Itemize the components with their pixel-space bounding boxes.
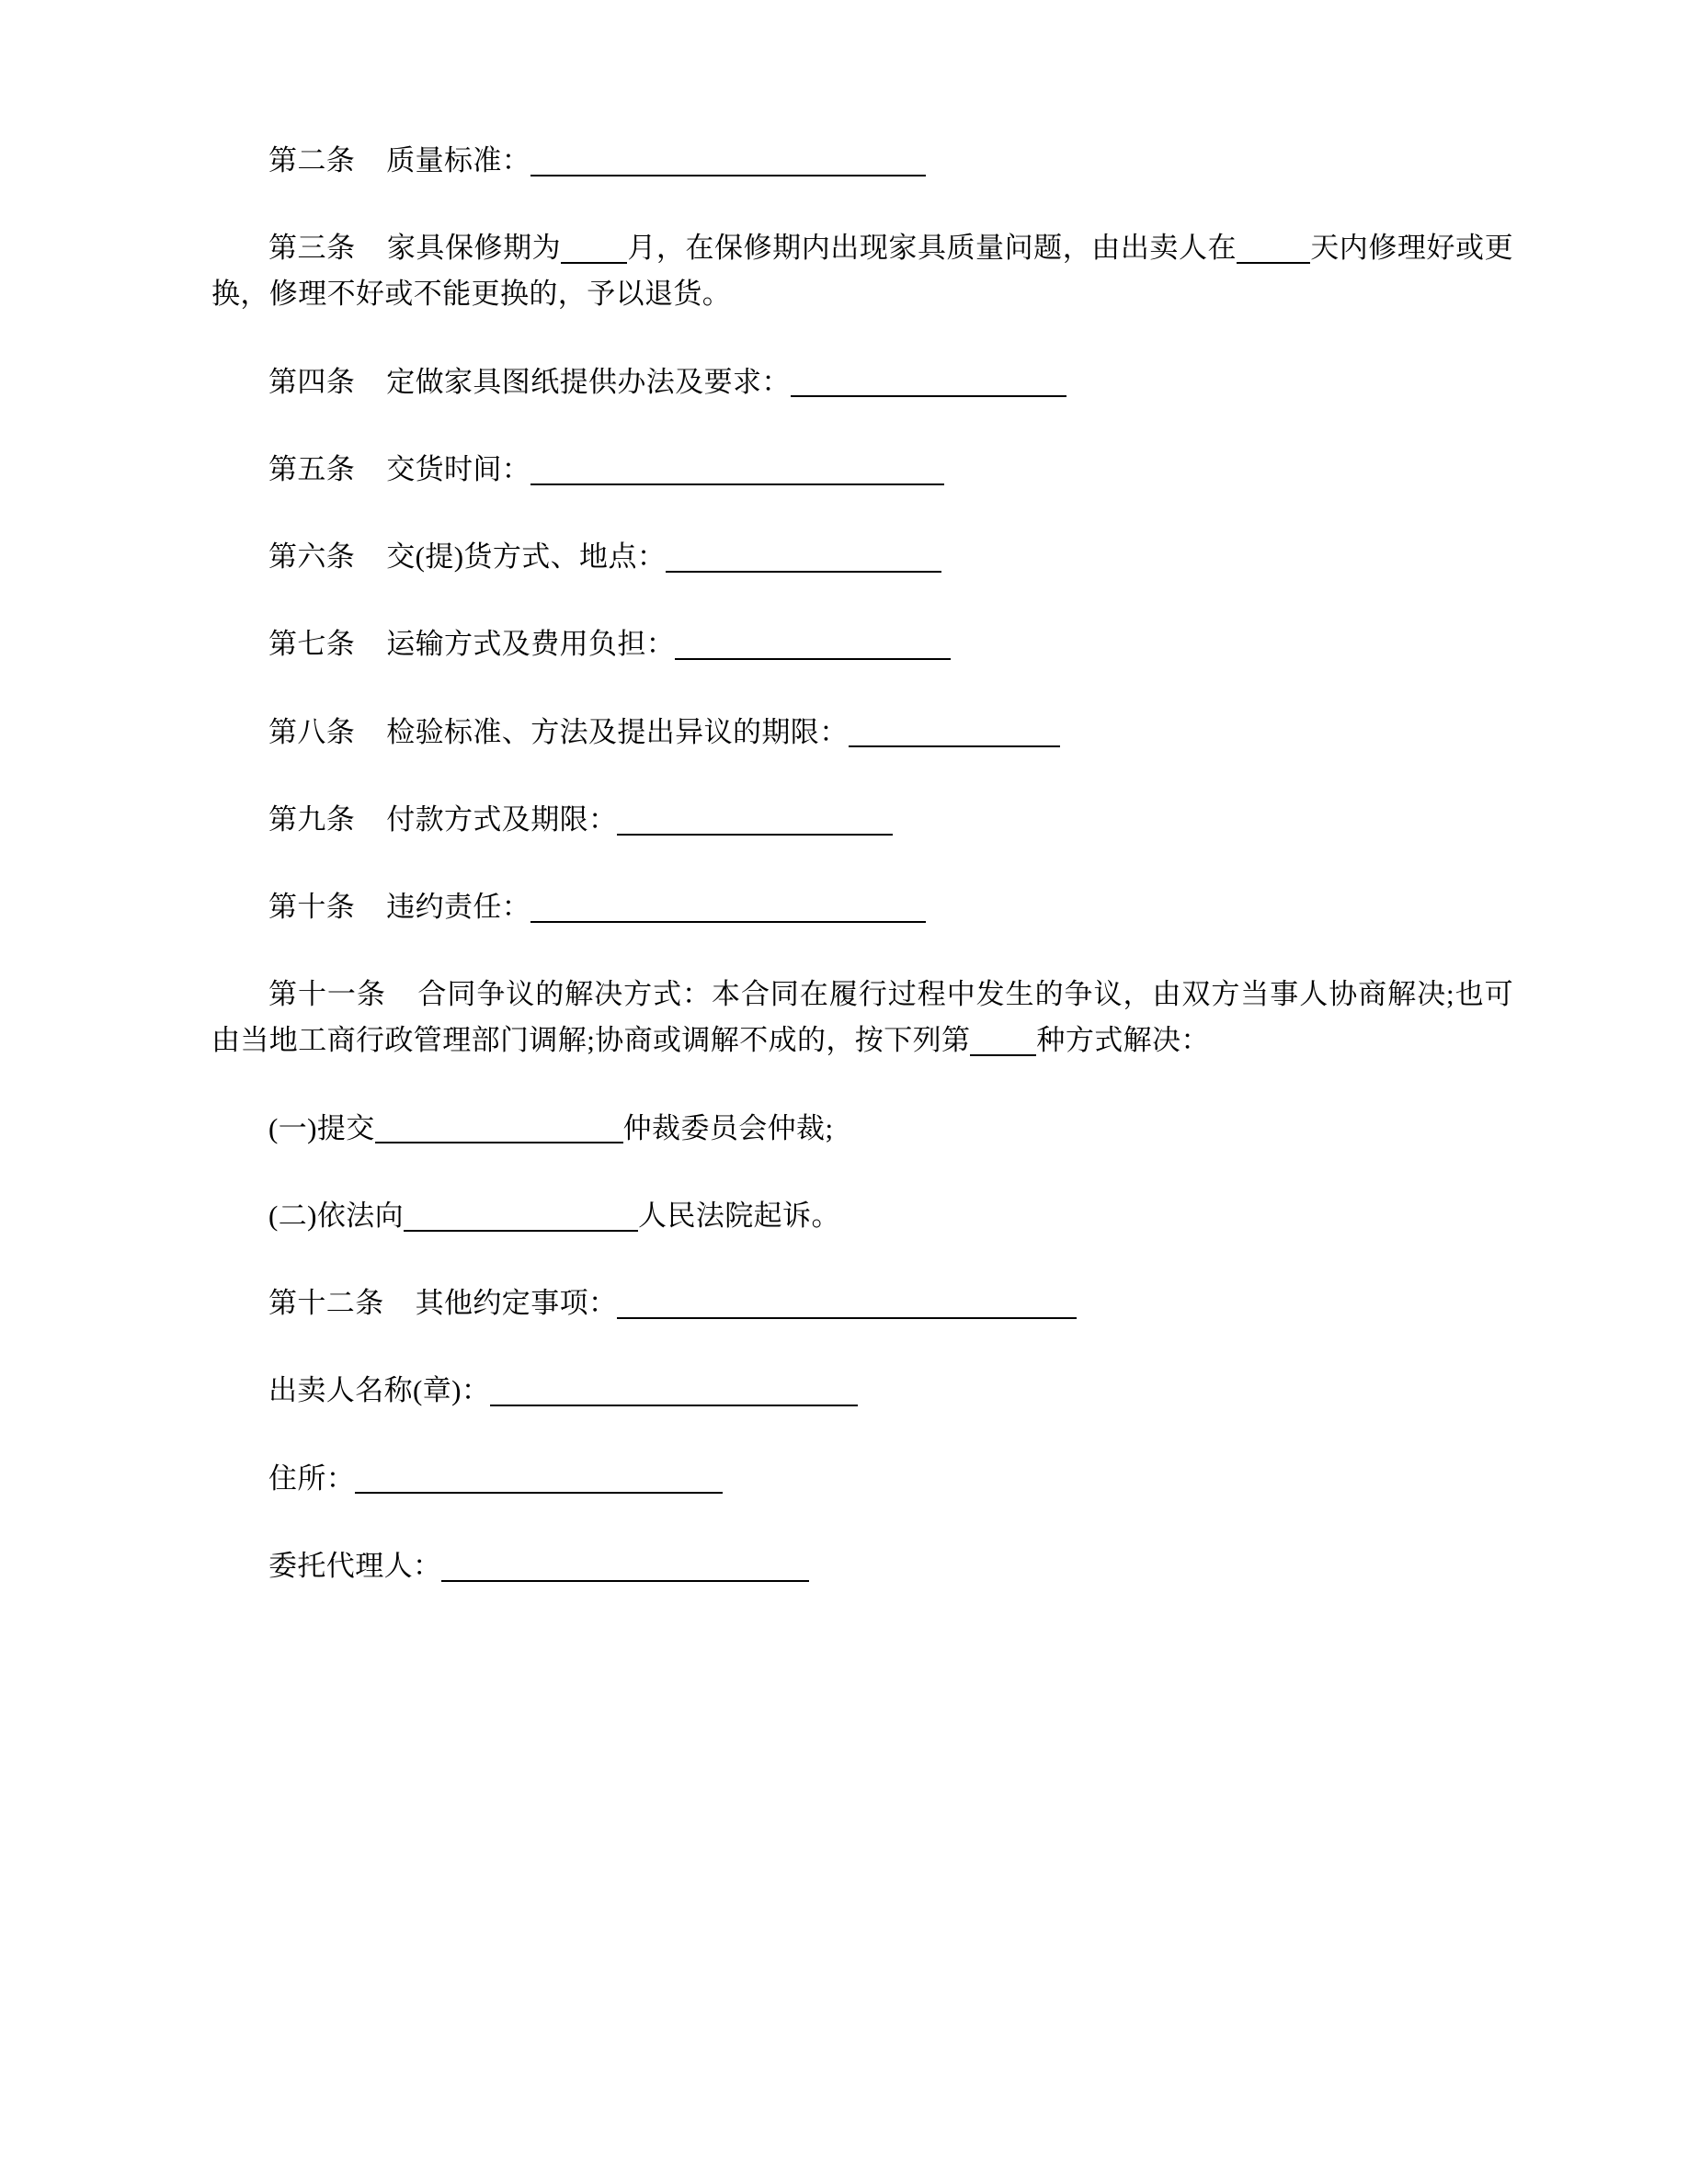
clause-7 — [211, 621, 1513, 667]
address-label: 住所： — [268, 1462, 356, 1495]
clause-5-text: 交货时间： — [386, 452, 531, 485]
clause-12-label: 第十二条 — [268, 1287, 384, 1320]
clause-5-blank[interactable] — [530, 453, 944, 485]
clause-11-method-blank[interactable] — [970, 1025, 1036, 1057]
clause-10-blank[interactable] — [530, 891, 926, 923]
option-2-blank[interactable] — [404, 1200, 638, 1232]
clause-8-blank[interactable] — [849, 716, 1060, 748]
clause-11-option-2 — [211, 1193, 1513, 1239]
option-2-suffix: 人民法院起诉。 — [638, 1199, 840, 1232]
clause-7-label: 第七条 — [268, 628, 356, 661]
clause-6-blank[interactable] — [666, 540, 941, 573]
option-1-blank[interactable] — [375, 1112, 623, 1144]
clause-7-text: 运输方式及费用负担： — [386, 628, 676, 661]
clause-11-line3: 种方式解决： — [1036, 1024, 1210, 1057]
agent-blank[interactable] — [441, 1550, 809, 1582]
clause-3-text-after: 月，在保修期内出现家具质量问题，由出卖人在 — [627, 232, 1237, 265]
clause-4-blank[interactable] — [791, 366, 1066, 398]
document-body — [211, 138, 1513, 1589]
clause-8-label: 第八条 — [268, 715, 356, 748]
seller-name-blank[interactable] — [490, 1375, 858, 1407]
clause-3-text: 家具保修期为 — [386, 232, 562, 265]
clause-6-text: 交(提)货方式、地点： — [386, 540, 667, 574]
seller-name-label: 出卖人名称(章)： — [268, 1374, 491, 1407]
clause-10-text: 违约责任： — [386, 890, 531, 923]
clause-12 — [211, 1280, 1513, 1326]
clause-4 — [211, 359, 1513, 405]
agent-label: 委托代理人： — [268, 1549, 442, 1582]
option-2-prefix: (二)依法向 — [268, 1199, 405, 1232]
seller-name-row — [211, 1368, 1513, 1414]
clause-6-label: 第六条 — [268, 540, 356, 574]
clause-9-text: 付款方式及期限： — [386, 802, 618, 836]
clause-2 — [211, 138, 1513, 184]
clause-12-text: 其他约定事项： — [415, 1287, 618, 1320]
clause-3 — [211, 225, 1513, 317]
clause-11-line1: 合同争议的解决方式：本合同在履行过程中发生的争议，由双方当 — [416, 978, 1271, 1011]
clause-3-warranty-months-blank[interactable] — [561, 232, 627, 264]
clause-4-label: 第四条 — [268, 365, 356, 398]
clause-7-blank[interactable] — [675, 629, 951, 661]
clause-11-option-1 — [211, 1106, 1513, 1152]
clause-2-label: 第二条 — [268, 144, 356, 176]
address-row — [211, 1456, 1513, 1502]
clause-11-line2: 事人协商解决;也可由当地工商行政管理部门调解;协商或调解不成的，按下列第 — [211, 978, 1513, 1057]
clause-6 — [211, 534, 1513, 580]
clause-9-blank[interactable] — [617, 803, 893, 836]
clause-3-label: 第三条 — [268, 232, 356, 265]
clause-2-text: 质量标准： — [386, 144, 531, 176]
clause-5 — [211, 447, 1513, 493]
agent-row — [211, 1543, 1513, 1589]
clause-4-text: 定做家具图纸提供办法及要求： — [386, 365, 791, 398]
clause-5-label: 第五条 — [268, 452, 356, 485]
clause-3-line2: 天内修理好或更换，修理不好或不能更换的，予以退货。 — [211, 232, 1514, 311]
clause-9 — [211, 797, 1513, 843]
option-1-prefix: (一)提交 — [268, 1111, 375, 1144]
clause-12-blank[interactable] — [617, 1287, 1077, 1319]
address-blank[interactable] — [355, 1462, 723, 1495]
clause-11 — [211, 972, 1513, 1064]
option-1-suffix: 仲裁委员会仲裁; — [622, 1111, 834, 1144]
clause-3-repair-days-blank[interactable] — [1237, 232, 1310, 264]
clause-8-text: 检验标准、方法及提出异议的期限： — [386, 715, 849, 748]
clause-10-label: 第十条 — [268, 890, 356, 923]
clause-8 — [211, 710, 1513, 756]
clause-10 — [211, 884, 1513, 930]
clause-11-label: 第十一条 — [268, 978, 386, 1011]
clause-2-blank[interactable] — [530, 144, 926, 176]
clause-9-label: 第九条 — [268, 802, 356, 836]
